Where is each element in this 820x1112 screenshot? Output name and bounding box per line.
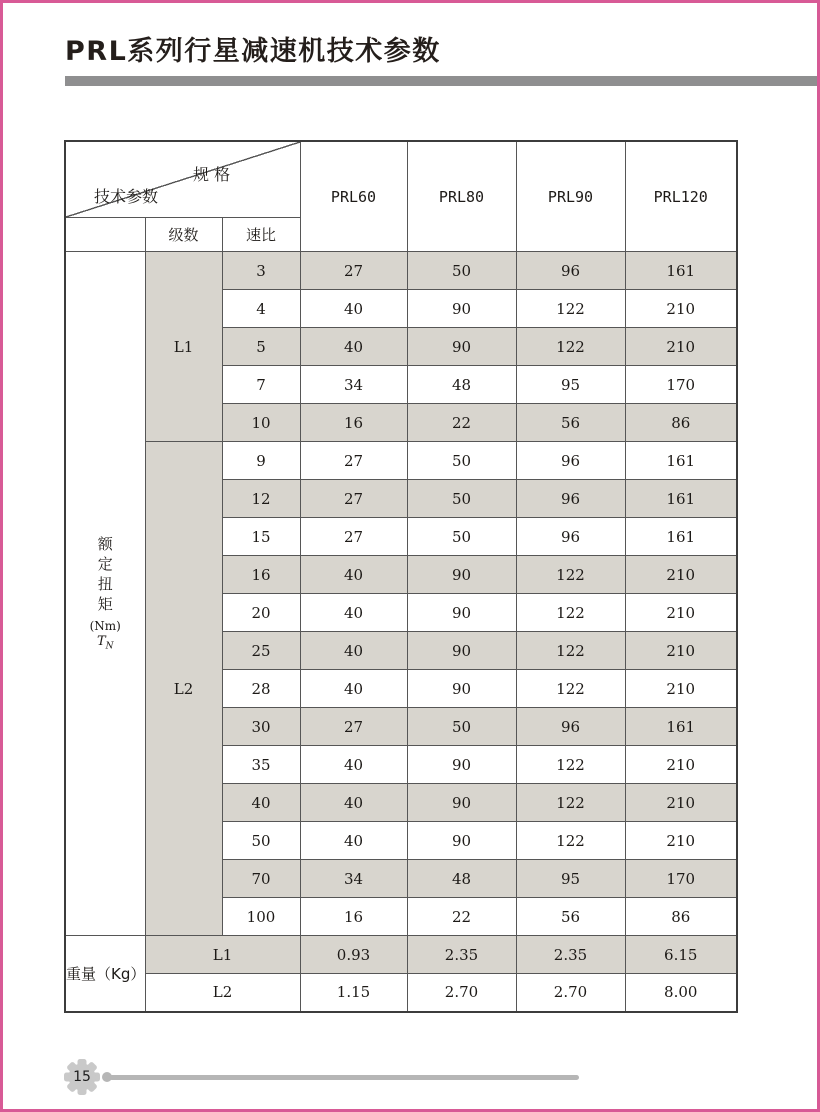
ratio-header-cell: 速比 — [222, 218, 300, 252]
value-cell: 50 — [407, 442, 516, 480]
value-cell: 90 — [407, 328, 516, 366]
gear-icon — [63, 1058, 101, 1096]
weight-value-cell: 6.15 — [625, 936, 737, 974]
value-cell: 90 — [407, 670, 516, 708]
ratio-cell: 70 — [222, 860, 300, 898]
value-cell: 90 — [407, 746, 516, 784]
weight-value-cell: 2.70 — [516, 974, 625, 1012]
value-cell: 40 — [300, 784, 407, 822]
value-cell: 95 — [516, 860, 625, 898]
value-cell: 210 — [625, 632, 737, 670]
value-cell: 170 — [625, 366, 737, 404]
value-cell: 16 — [300, 404, 407, 442]
model-header-cell: PRL90 — [516, 141, 625, 252]
value-cell: 48 — [407, 860, 516, 898]
ratio-cell: 12 — [222, 480, 300, 518]
value-cell: 96 — [516, 708, 625, 746]
weight-stage-cell: L1 — [145, 936, 300, 974]
value-cell: 122 — [516, 556, 625, 594]
footer-rule — [109, 1075, 579, 1080]
empty-header-cell — [65, 218, 145, 252]
value-cell: 40 — [300, 556, 407, 594]
stage-cell: L1 — [145, 252, 222, 442]
value-cell: 210 — [625, 556, 737, 594]
weight-stage-cell: L2 — [145, 974, 300, 1012]
page-footer — [3, 1055, 817, 1105]
value-cell: 34 — [300, 860, 407, 898]
weight-value-cell: 0.93 — [300, 936, 407, 974]
torque-label-cell — [65, 252, 145, 936]
weight-value-cell: 8.00 — [625, 974, 737, 1012]
value-cell: 56 — [516, 404, 625, 442]
stage-header-cell: 级数 — [145, 218, 222, 252]
ratio-cell: 100 — [222, 898, 300, 936]
value-cell: 122 — [516, 784, 625, 822]
value-cell: 161 — [625, 480, 737, 518]
torque-char: 额 — [97, 535, 113, 554]
ratio-cell: 4 — [222, 290, 300, 328]
value-cell: 40 — [300, 746, 407, 784]
value-cell: 16 — [300, 898, 407, 936]
value-cell: 95 — [516, 366, 625, 404]
tn-symbol: $T_N$ — [96, 634, 114, 652]
corner-cell — [65, 141, 300, 218]
value-cell: 90 — [407, 822, 516, 860]
value-cell: 122 — [516, 746, 625, 784]
value-cell: 50 — [407, 252, 516, 290]
value-cell: 161 — [625, 518, 737, 556]
value-cell: 34 — [300, 366, 407, 404]
value-cell: 210 — [625, 328, 737, 366]
ratio-cell: 5 — [222, 328, 300, 366]
value-cell: 27 — [300, 480, 407, 518]
torque-char: 扭 — [97, 575, 113, 594]
value-cell: 90 — [407, 290, 516, 328]
corner-param-label: 技术参数 — [94, 187, 159, 206]
value-cell: 170 — [625, 860, 737, 898]
value-cell: 90 — [407, 594, 516, 632]
value-cell: 96 — [516, 518, 625, 556]
value-cell: 90 — [407, 784, 516, 822]
value-cell: 27 — [300, 708, 407, 746]
ratio-cell: 3 — [222, 252, 300, 290]
value-cell: 161 — [625, 252, 737, 290]
ratio-cell: 16 — [222, 556, 300, 594]
ratio-cell: 30 — [222, 708, 300, 746]
header-row-models — [65, 141, 737, 218]
weight-value-cell: 2.35 — [407, 936, 516, 974]
value-cell: 40 — [300, 822, 407, 860]
value-cell: 50 — [407, 708, 516, 746]
ratio-cell: 50 — [222, 822, 300, 860]
page-title: PRL系列行星减速机技术参数 — [65, 36, 441, 67]
torque-char: 矩 — [97, 595, 113, 614]
nm-unit: (Nm) — [89, 619, 121, 634]
value-cell: 27 — [300, 252, 407, 290]
data-row — [65, 442, 737, 480]
value-cell: 50 — [407, 518, 516, 556]
ratio-cell: 10 — [222, 404, 300, 442]
value-cell: 40 — [300, 594, 407, 632]
page-number: 15 — [73, 1069, 91, 1085]
ratio-cell: 40 — [222, 784, 300, 822]
value-cell: 86 — [625, 898, 737, 936]
torque-label — [66, 535, 145, 652]
value-cell: 27 — [300, 442, 407, 480]
title-underline-bar — [65, 76, 817, 86]
value-cell: 161 — [625, 442, 737, 480]
model-header-cell: PRL120 — [625, 141, 737, 252]
value-cell: 210 — [625, 290, 737, 328]
value-cell: 40 — [300, 328, 407, 366]
ratio-cell: 15 — [222, 518, 300, 556]
weight-value-cell: 2.35 — [516, 936, 625, 974]
value-cell: 27 — [300, 518, 407, 556]
spec-table — [64, 140, 738, 1013]
value-cell: 210 — [625, 670, 737, 708]
ratio-cell: 7 — [222, 366, 300, 404]
value-cell: 210 — [625, 784, 737, 822]
value-cell: 122 — [516, 328, 625, 366]
value-cell: 90 — [407, 556, 516, 594]
value-cell: 122 — [516, 632, 625, 670]
tn-subscript: N — [105, 641, 114, 652]
weight-value-cell: 1.15 — [300, 974, 407, 1012]
table-body — [65, 252, 737, 1012]
value-cell: 86 — [625, 404, 737, 442]
value-cell: 22 — [407, 898, 516, 936]
ratio-cell: 9 — [222, 442, 300, 480]
value-cell: 90 — [407, 632, 516, 670]
value-cell: 48 — [407, 366, 516, 404]
value-cell: 96 — [516, 252, 625, 290]
ratio-cell: 28 — [222, 670, 300, 708]
weight-row — [65, 936, 737, 974]
value-cell: 56 — [516, 898, 625, 936]
weight-row — [65, 974, 737, 1012]
ratio-cell: 25 — [222, 632, 300, 670]
value-cell: 122 — [516, 594, 625, 632]
value-cell: 210 — [625, 822, 737, 860]
value-cell: 210 — [625, 746, 737, 784]
value-cell: 50 — [407, 480, 516, 518]
weight-value-cell: 2.70 — [407, 974, 516, 1012]
value-cell: 40 — [300, 670, 407, 708]
value-cell: 96 — [516, 480, 625, 518]
stage-cell: L2 — [145, 442, 222, 936]
weight-label-cell: 重量（Kg） — [65, 936, 145, 1012]
value-cell: 40 — [300, 290, 407, 328]
ratio-cell: 20 — [222, 594, 300, 632]
value-cell: 210 — [625, 594, 737, 632]
value-cell: 96 — [516, 442, 625, 480]
value-cell: 161 — [625, 708, 737, 746]
value-cell: 22 — [407, 404, 516, 442]
model-header-cell: PRL80 — [407, 141, 516, 252]
torque-char: 定 — [97, 555, 113, 574]
value-cell: 122 — [516, 290, 625, 328]
data-row — [65, 252, 737, 290]
spec-table-wrap — [64, 140, 738, 1013]
corner-spec-label: 规 格 — [193, 165, 231, 184]
value-cell: 122 — [516, 822, 625, 860]
model-header-cell: PRL60 — [300, 141, 407, 252]
value-cell: 40 — [300, 632, 407, 670]
value-cell: 122 — [516, 670, 625, 708]
ratio-cell: 35 — [222, 746, 300, 784]
